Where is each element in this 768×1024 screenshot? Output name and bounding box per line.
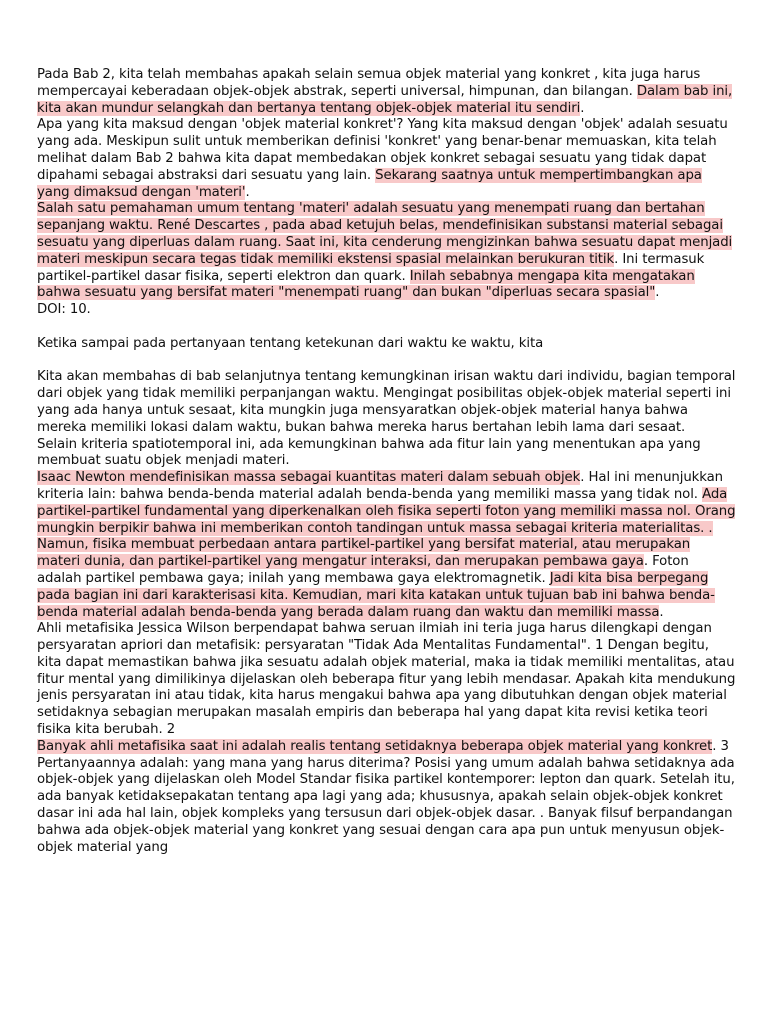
paragraph — [37, 67, 737, 117]
highlighted-text: Jadi kita bisa berpegang pada bagian ini dari karakterisasi kita. — [37, 570, 709, 603]
text-run: Apa yang kita maksud dengan 'objek material konkret'? Yang kita maksud dengan 'objek' adalah sesuatu yang ada. Meskipun sulit untuk memberikan definisi 'konkret' yang benar-benar memuaskan, kita telah melihat dalam Bab 2 bahwa kita dapat membedakan objek konkret sebagai sesuatu yang tidak dapat dipahami sebagai abstraksi dari sesuatu yang lain. — [37, 117, 728, 183]
paragraph — [37, 369, 737, 436]
highlighted-text: Orang mungkin berpikir bahwa ini memberikan contoh tandingan untuk massa sebagai kriteria materialitas. . — [37, 503, 736, 536]
text-run: . — [245, 184, 250, 200]
text-run: . 3 Pertanyaannya adalah: yang mana yang harus diterima? Posisi yang umum adalah bahwa setidaknya ada objek-objek yang dijelaskan oleh Model Standar fisika partikel kontemporer: lepton dan quark. Setelah itu, ada banyak ketidaksepakatan tentang apa lagi yang ada; khususnya, apakah selain objek-objek konkret dasar ini ada hal lain, objek kompleks yang tersusun dari objek-objek dasar. . Banyak filsuf berpandangan bahwa ada objek-objek material yang konkret yang sesuai dengan cara apa pun untuk menyusun objek-objek material yang — [37, 738, 735, 855]
paragraph — [37, 201, 737, 302]
text-run: . Foton adalah partikel pembawa gaya; inilah yang membawa gaya elektromagnetik. — [37, 554, 689, 586]
text-run: Pada Bab 2, kita telah membahas apakah selain semua objek material yang konkret , kita juga harus mempercayai keberadaan objek-objek abstrak, seperti universal, himpunan, dan bilangan. — [37, 67, 701, 99]
paragraph — [37, 739, 737, 857]
highlighted-text: Inilah sebabnya mengapa kita mengatakan bahwa sesuatu yang bersifat materi "menempati ruang" dan bukan "diperluas secara spasial" — [37, 268, 695, 301]
highlighted-text: Banyak ahli metafisika saat ini adalah realis tentang setidaknya beberapa objek material yang konkret — [37, 738, 713, 754]
paragraph — [37, 336, 737, 353]
text-run: . — [659, 604, 664, 620]
paragraph — [37, 117, 737, 201]
paragraph — [37, 302, 737, 319]
highlighted-text: Saat ini, kita cenderung mengizinkan bahwa sesuatu dapat menjadi materi meskipun secara tegas tidak memiliki ekstensi spasial melainkan berukuran titik — [37, 234, 733, 267]
text-run: . Ini termasuk partikel-partikel dasar fisika, seperti elektron dan quark. — [37, 251, 705, 284]
highlighted-text: Namun, fisika membuat perbedaan antara partikel-partikel yang bersifat material, atau merupakan materi dunia, dan partikel-partikel yang mengatur interaksi, dan merupakan pembawa gaya — [37, 537, 691, 570]
highlighted-text: Kemudian, mari kita katakan untuk tujuan bab ini bahwa benda-benda material adalah benda-benda yang berada dalam ruang dan waktu dan memiliki massa — [37, 587, 715, 620]
highlighted-text: René Descartes , pada abad ketujuh belas, mendefinisikan substansi material sebagai sesuatu yang diperluas dalam ruang. — [37, 218, 723, 250]
blank-line — [37, 319, 737, 336]
text-run: Selain kriteria spatiotemporal ini, ada kemungkinan bahwa ada fitur lain yang menentukan apa yang membuat suatu objek menjadi materi. — [37, 436, 701, 469]
paragraph — [37, 470, 737, 621]
document-page — [37, 67, 737, 856]
highlighted-text: Dalam bab ini, kita akan mundur selangkah dan bertanya tentang objek-objek material itu sendiri — [37, 83, 733, 116]
paragraph — [37, 621, 737, 739]
text-run: Ketika sampai pada pertanyaan tentang ketekunan dari waktu ke waktu, kita — [37, 335, 544, 351]
highlighted-text: Sekarang saatnya untuk mempertimbangkan apa yang dimaksud dengan 'materi' — [37, 167, 702, 200]
blank-line — [37, 353, 737, 370]
text-run: Ahli metafisika Jessica Wilson berpendapat bahwa seruan ilmiah ini teria juga harus dilengkapi dengan persyaratan apriori dan metafisik: persyaratan "Tidak Ada Mentalitas Fundamental". 1 Dengan begitu, kita dapat memastikan bahwa jika sesuatu adalah objek material, maka ia tidak memiliki mentalitas, atau fitur mental yang dimilikinya dijelaskan oleh beberapa fitur yang lebih mendasar. Apakah kita mendukung jenis persyaratan ini atau tidak, kita harus mengakui bahwa apa yang dibutuhkan dengan objek material setidaknya sebagian merupakan masalah empiris dan beberapa hal yang dapat kita revisi ketika teori fisika kita berubah. 2 — [37, 621, 736, 738]
highlighted-text: Isaac Newton mendefinisikan massa sebagai kuantitas materi dalam sebuah objek — [37, 470, 581, 486]
paragraph — [37, 437, 737, 471]
text-run: . Hal ini menunjukkan kriteria lain: bahwa benda-benda material adalah benda-benda yang memiliki massa yang tidak nol. — [37, 470, 723, 502]
highlighted-text: Salah satu pemahaman umum tentang 'materi' adalah sesuatu yang menempati ruang dan bertahan sepanjang waktu. — [37, 201, 705, 234]
text-run: . — [655, 285, 660, 301]
text-run: . — [580, 100, 585, 116]
text-run: Kita akan membahas di bab selanjutnya tentang kemungkinan irisan waktu dari individu, bagian temporal dari objek yang tidak memiliki perpanjangan waktu. Mengingat posibilitas objek-objek material seperti ini yang ada hanya untuk sesaat, kita mungkin juga mensyaratkan objek-objek material hanya bahwa mereka memiliki lokasi dalam waktu, bukan bahwa mereka harus bertahan lebih lama dari sesaat. — [37, 369, 736, 435]
highlighted-text: Ada partikel-partikel fundamental yang diperkenalkan oleh fisika seperti foton yang memiliki massa nol. — [37, 486, 728, 519]
text-run: DOI: 10. — [37, 302, 91, 318]
